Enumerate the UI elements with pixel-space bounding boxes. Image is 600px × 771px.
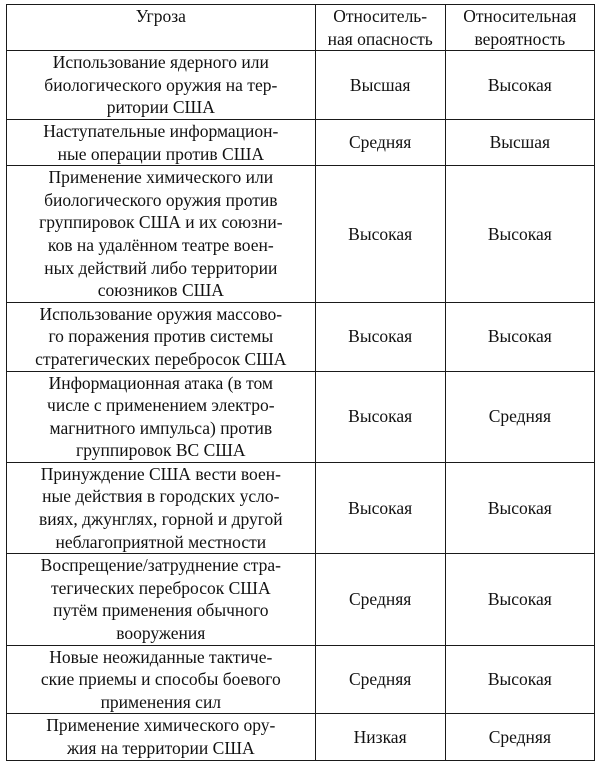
danger-value: Низкая: [353, 726, 407, 747]
table-row: [7, 302, 595, 371]
danger-value: Средняя: [348, 669, 412, 690]
danger-cell: [315, 119, 445, 165]
danger-cell: [315, 166, 445, 303]
header-danger: [315, 5, 445, 51]
threat-text-line: ков на удалённом театре воен-: [47, 234, 274, 255]
table-row: [7, 645, 595, 714]
probability-cell: [445, 302, 594, 371]
header-threat: [7, 5, 316, 51]
danger-value: Средняя: [348, 589, 412, 610]
danger-cell: [315, 302, 445, 371]
table-row: [7, 554, 595, 645]
threat-text-line: союзников США: [97, 280, 224, 301]
header-row: [7, 5, 595, 51]
header-probability-line-2: вероятность: [474, 28, 566, 49]
threat-text-line: группировок ВС США: [76, 440, 246, 461]
threat-text-line: ритории США: [106, 97, 215, 118]
threat-text-line: ных действий либо территории: [44, 257, 278, 278]
probability-value: Высокая: [487, 669, 552, 690]
probability-value: Средняя: [488, 726, 552, 747]
header-danger-line-1: Относитель-: [333, 6, 428, 26]
probability-value: Высокая: [487, 74, 552, 95]
threat-text-line: Принуждение США вести воен-: [40, 463, 281, 484]
probability-cell: [445, 645, 594, 714]
table-row: [7, 166, 595, 303]
threat-cell: [7, 554, 316, 645]
danger-cell: [315, 645, 445, 714]
table-row: [7, 462, 595, 553]
threat-text-line: биологического оружия против: [44, 189, 278, 210]
threat-text-line: го поражения против системы: [48, 326, 274, 347]
table-body: [7, 51, 595, 760]
probability-value: Высокая: [487, 223, 552, 244]
threat-text-line: применения сил: [100, 691, 222, 712]
danger-value: Высокая: [348, 326, 413, 347]
probability-value: Высшая: [489, 132, 551, 153]
threat-text-line: неблагоприятной местности: [55, 531, 267, 552]
danger-value: Высокая: [348, 497, 413, 518]
threat-cell: [7, 51, 316, 120]
danger-value: Высшая: [349, 74, 411, 95]
danger-value: Средняя: [348, 132, 412, 153]
threat-text-line: числе с применением электро-: [47, 395, 275, 416]
threat-cell: [7, 302, 316, 371]
threat-text-line: жия на территории США: [66, 738, 255, 758]
danger-value: Высокая: [348, 406, 413, 427]
danger-cell: [315, 714, 445, 760]
threat-text-line: тегических перебросок США: [51, 577, 271, 598]
threat-text-line: ные операции против США: [57, 143, 264, 164]
threat-text-line: вооружения: [116, 623, 206, 644]
threat-text-line: Новые неожиданные тактиче-: [49, 646, 273, 667]
threat-text-line: Использование оружия массово-: [39, 303, 283, 324]
header-danger-line-2: ная опасность: [327, 28, 433, 49]
threat-table: [6, 4, 595, 761]
threat-text-line: стратегических перебросок США: [35, 348, 287, 369]
threat-text-line: Использование ядерного или: [52, 52, 269, 73]
threat-text-line: Воспрещение/затруднение стра-: [40, 555, 281, 576]
threat-text-line: группировок США и их союзни-: [39, 212, 283, 233]
header-probability: [445, 5, 594, 51]
table-row: [7, 119, 595, 165]
probability-cell: [445, 554, 594, 645]
probability-cell: [445, 714, 594, 760]
probability-value: Высокая: [487, 326, 552, 347]
threat-text-line: Применение химического или: [48, 167, 274, 188]
danger-cell: [315, 371, 445, 462]
probability-cell: [445, 51, 594, 120]
probability-value: Высокая: [487, 589, 552, 610]
threat-text-line: Наступательные информацион-: [43, 120, 279, 141]
threat-cell: [7, 371, 316, 462]
threat-cell: [7, 462, 316, 553]
header-probability-line-1: Относительная: [463, 6, 577, 26]
threat-text-line: виях, джунглях, горной и другой: [38, 509, 283, 530]
threat-text-line: Применение химического ору-: [46, 715, 276, 736]
threat-text-line: ские приемы и способы боевого: [40, 669, 281, 690]
probability-cell: [445, 119, 594, 165]
threat-cell: [7, 645, 316, 714]
table-row: [7, 51, 595, 120]
danger-cell: [315, 462, 445, 553]
threat-text-line: путём применения обычного: [53, 600, 269, 621]
threat-text-line: биологического оружия на тер-: [44, 74, 278, 95]
danger-cell: [315, 51, 445, 120]
danger-value: Высокая: [348, 223, 413, 244]
threat-cell: [7, 714, 316, 760]
probability-value: Средняя: [488, 406, 552, 427]
threat-text-line: ные действия в городских усло-: [42, 486, 280, 507]
threat-text-line: магнитного импульса) против: [49, 417, 273, 438]
probability-cell: [445, 166, 594, 303]
threat-cell: [7, 119, 316, 165]
threat-cell: [7, 166, 316, 303]
probability-cell: [445, 462, 594, 553]
probability-value: Высокая: [487, 497, 552, 518]
threat-text-line: Информационная атака (в том: [48, 372, 273, 393]
probability-cell: [445, 371, 594, 462]
header-threat-text: Угроза: [135, 6, 186, 26]
table-row: [7, 714, 595, 760]
danger-cell: [315, 554, 445, 645]
table-row: [7, 371, 595, 462]
